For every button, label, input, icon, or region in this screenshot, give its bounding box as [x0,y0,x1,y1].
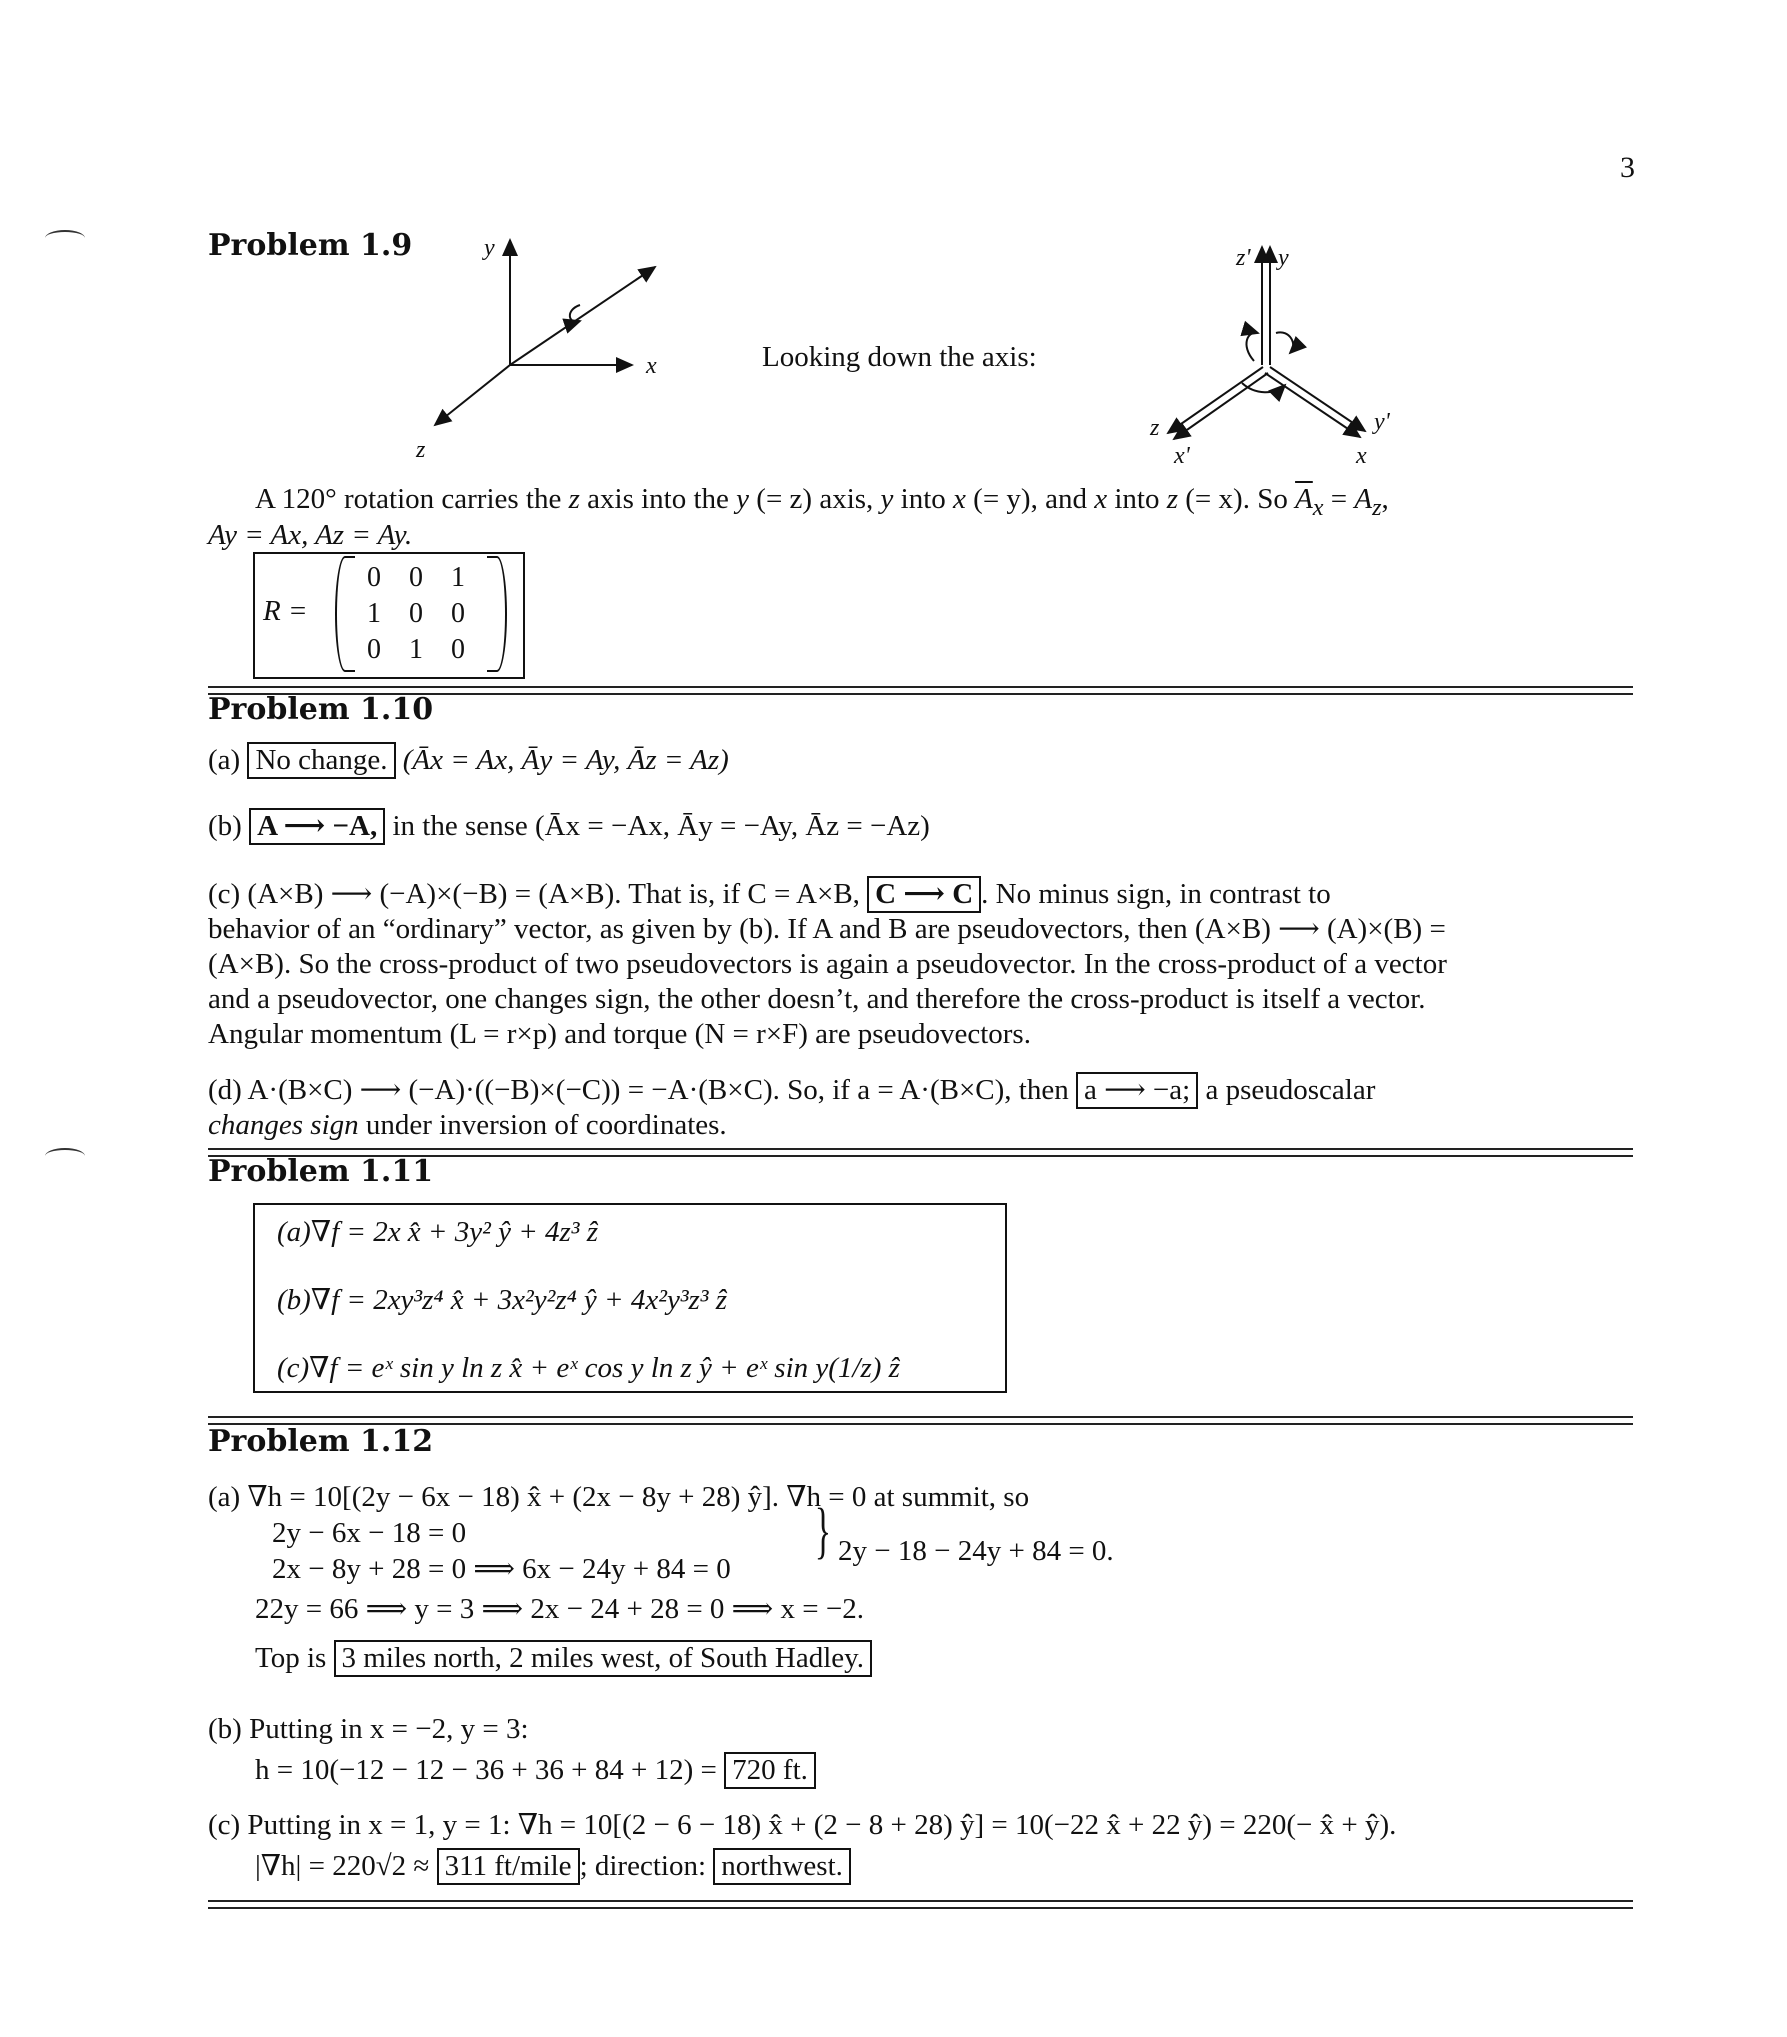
answer-box: A ⟶ −A, [249,808,385,845]
part-c-1-10-line-1: (c) (A×B) ⟶ (−A)×(−B) = (A×B). That is, if C = A×B, C ⟶ C . No minus sign, in contrast to [208,876,1331,913]
y-label-2: y [1278,245,1289,271]
part-c-1-12-line-1: (c) Putting in x = 1, y = 1: ∇h = 10[(2 − 6 − 18) x̂ + (2 − 8 + 28) ŷ] = 10(−22 x̂ + 22 ŷ) = 220(− x̂ + ŷ). [208,1809,1397,1841]
z-label-2: z [1150,415,1160,441]
rotation-matrix-box [253,552,525,679]
part-b-1-12-line-2: h = 10(−12 − 12 − 36 + 36 + 84 + 12) = 720 ft. [255,1752,816,1789]
section-rule [208,1900,1633,1909]
answer-box: C ⟶ C [867,876,981,913]
answer-box: No change. [247,742,395,779]
part-c-1-10-line-3: (A×B). So the cross-product of two pseudovectors is again a pseudovector. In the cross-product of a vector [208,948,1447,980]
part-c-1-12-line-2: |∇h| = 220√2 ≈ 311 ft/mile ; direction: northwest. [255,1848,851,1885]
gradient-answers-box [253,1203,1007,1393]
part-c-1-10-line-5: Angular momentum (L = r×p) and torque (N = r×F) are pseudovectors. [208,1018,1031,1050]
rotation-matrix: 0 0 1 1 0 0 0 1 0 [367,562,465,666]
combined-equation: 2y − 18 − 24y + 84 = 0. [838,1535,1114,1567]
equation-2: 2x − 8y + 28 = 0 ⟹ 6x − 24y + 84 = 0 [272,1553,731,1585]
answer-box: 720 ft. [724,1752,816,1789]
answer-box: 311 ft/mile [437,1848,580,1885]
brace: } [814,1497,832,1565]
problem-1-12-title: Problem 1.12 [208,1424,434,1459]
y-prime-label: y' [1374,409,1390,435]
equation-1: 2y − 6x − 18 = 0 [272,1517,467,1549]
problem-1-10-title: Problem 1.10 [208,692,434,727]
answer-box: northwest. [713,1848,851,1885]
equation-3: 22y = 66 ⟹ y = 3 ⟹ 2x − 24 + 28 = 0 ⟹ x = −2. [255,1593,864,1625]
gradient-c: (c)∇f = eˣ sin y ln z x̂ + eˣ cos y ln z ŷ + eˣ sin y(1/z) ẑ [277,1352,900,1384]
part-b-1-10: (b) A ⟶ −A, in the sense (Āx = −Ax, Āy = −Ay, Āz = −Az) [208,808,930,845]
answer-box: 3 miles north, 2 miles west, of South Hadley. [334,1640,872,1677]
problem-1-11-title: Problem 1.11 [208,1154,434,1189]
rotation-text-line-2: Ay = Ax, Az = Ay. [208,519,413,551]
rotated-axes-diagram [1130,235,1410,469]
x-prime-label: x' [1174,443,1190,469]
summit-answer: Top is 3 miles north, 2 miles west, of South Hadley. [255,1640,872,1677]
margin-mark [45,230,85,246]
gradient-b: (b)∇f = 2xy³z⁴ x̂ + 3x²y²z⁴ ŷ + 4x²y³z³ ẑ [277,1284,728,1316]
problem-1-9-title: Problem 1.9 [208,228,413,263]
x-label-2: x [1356,443,1367,469]
part-a-1-12-line-1: (a) ∇h = 10[(2y − 6x − 18) x̂ + (2x − 8y + 28) ŷ]. ∇h = 0 at summit, so [208,1481,1030,1513]
part-c-1-10-line-2: behavior of an “ordinary” vector, as given by (b). If A and B are pseudovectors, then (A×B) ⟶ (A)×(B) = [208,913,1446,945]
gradient-a: (a)∇f = 2x x̂ + 3y² ŷ + 4z³ ẑ [277,1216,599,1248]
matrix-label: R = [263,595,308,627]
part-d-1-10-line-1: (d) A·(B×C) ⟶ (−A)·((−B)×(−C)) = −A·(B×C). So, if a = A·(B×C), then a ⟶ −a; a pseudoscalar [208,1072,1375,1109]
z-prime-label: z' [1236,245,1251,271]
y-axis-label: y [484,235,495,261]
looking-down-text: Looking down the axis: [762,341,1037,373]
z-axis-label: z [416,437,426,463]
answer-box: a ⟶ −a; [1076,1072,1198,1109]
part-b-1-12-line-1: (b) Putting in x = −2, y = 3: [208,1713,529,1745]
axes-diagram [400,225,700,465]
part-a-1-10: (a) No change. (Āx = Ax, Āy = Ay, Āz = Az) [208,742,729,779]
part-c-1-10-line-4: and a pseudovector, one changes sign, the other doesn’t, and therefore the cross-product is itself a vector. [208,983,1426,1015]
page-number: 3 [1620,151,1635,184]
part-d-1-10-line-2: changes sign under inversion of coordinates. [208,1109,727,1141]
rotation-text-line-1: A 120° rotation carries the z axis into the y (= z) axis, y into x (= y), and x into z (= x). So $\overline{A}_x = A_z$, [255,483,1389,521]
x-axis-label: x [646,353,657,379]
margin-mark [45,1148,85,1164]
